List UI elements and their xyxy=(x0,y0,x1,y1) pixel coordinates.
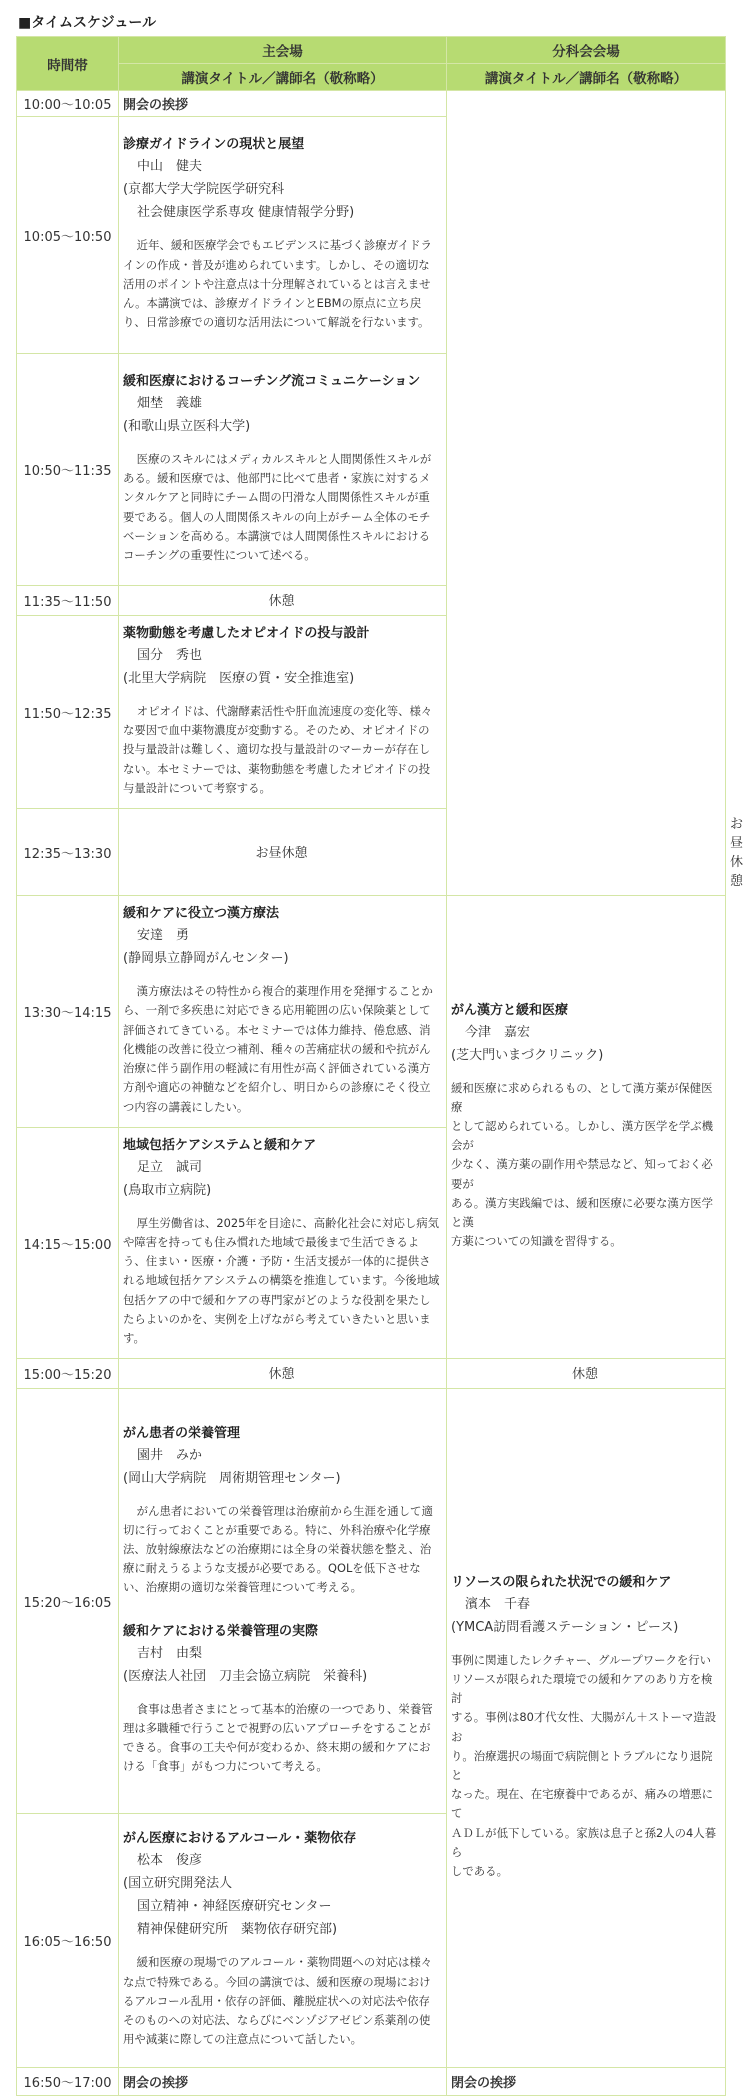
header-main-hall: 主会場 xyxy=(119,37,447,64)
session-7-description: 緩和医療の現場でのアルコール・薬物問題への対応は様々な点で特殊である。今回の講演では、緩和医療の現場におけるアルコール乱用・依存の評価、離脱症状への対応法や依存そのものへの対応法、ならびにベンゾジアゼピン系薬剤の使用や減薬に際しての注意点について話したい。 xyxy=(123,1955,433,2047)
session-7-speaker: 松本 俊彦 xyxy=(137,1853,203,1869)
break-2-sub xyxy=(447,1359,726,1389)
kampo-lecture xyxy=(447,896,726,1359)
header-main-lecture: 講演タイトル／講師名（敬称略） xyxy=(119,64,447,91)
kampo-speaker: 今津 嘉宏 xyxy=(465,1024,531,1040)
row-closing xyxy=(17,2068,726,2096)
break-2-main xyxy=(119,1359,447,1389)
header-row-1 xyxy=(17,37,726,64)
row-session-6 xyxy=(17,1389,726,1814)
session-5 xyxy=(119,1128,447,1359)
kampo-description: 緩和医療に求められるもの、として漢方薬が保健医療 として認められている。しかし、漢方医学を学ぶ機会が 少なく、漢方薬の副作用や禁忌など、知っておく必要が ある。漢方実践編では、緩和医療に必要な漢方医学と漢 方薬についての知識を習得する。 xyxy=(451,1080,713,1249)
closing-sub xyxy=(447,2068,726,2096)
session-7-affiliation-1: (国立研究開発法人 xyxy=(123,1876,233,1892)
session-6b-description: 食事は患者さまにとって基本的治療の一つであり、栄養管理は多職種で行うことで視野の広いアプローチをすることができる。食事の工夫や何が変わるか、終末期の緩和ケアにおける「食事」がもつ力について考える。 xyxy=(123,1701,433,1774)
session-2-description: 医療のスキルにはメディカルスキルと人間関係性スキルがある。緩和医療では、他部門に比べて患者・家族に対するメンタルケアと同時にチーム間の円滑な人間関係性スキルが重要である。個人の人間関係スキルの向上がチーム全体のモチベーションを高める。本講演では人間関係性スキルにおけるコーチングの重要性について述べる。 xyxy=(123,451,432,562)
schedule-table xyxy=(16,36,744,2096)
header-timeband: 時間帯 xyxy=(17,37,119,91)
time-closing: 16:50〜17:00 xyxy=(17,2068,119,2096)
session-7-title: がん医療におけるアルコール・薬物依存 xyxy=(123,1831,357,1847)
session-4-description: 漢方療法はその特性から複合的薬理作用を発揮することから、一剤で多疾患に対応できる応用範囲の広い保険薬として評価されてきている。本セミナーでは体力維持、倦怠感、消化機能の改善に役立つ補剤、種々の苦痛症状の緩和や抗がん治療に伴う副作用の軽減に有用性が高く評価されている漢方方剤や適応の神髄などを紹介し、明日からの診療にそく役立つ内容の講義にしたい。 xyxy=(123,984,433,1114)
resource-lecture xyxy=(447,1389,726,2068)
session-1-description: 近年、緩和医療学会でもエビデンスに基づく診療ガイドラインの作成・普及が進められています。しかし、その適切な活用のポイントや注意点は十分理解されているとは言えません。本講演では、診療ガイドラインとEBMの原点に立ち戻り、日常診療での適切な活用法について解説を行ないます。 xyxy=(123,238,432,330)
session-5-description: 厚生労働省は、2025年を目途に、高齢化社会に対応し病気や障害を持っても住み慣れた地域で最後まで生活できるよう、住まい・医療・介護・予防・生活支援が一体的に提供される地域包括ケアシステムの構築を推進しています。今後地域包括ケアの中で緩和ケアの専門家がどのような役割を果たしたらよいのかを、実例を上げながら考えていきたいと思います。 xyxy=(123,1215,440,1345)
session-6b-affiliation-1: (医療法人社団 刀圭会協立病院 栄養科) xyxy=(123,1668,368,1684)
session-4-title: 緩和ケアに役立つ漢方療法 xyxy=(123,906,280,922)
session-6-affiliation-1: (岡山大学病院 周術期管理センター) xyxy=(123,1470,341,1486)
time-break-1: 11:35〜11:50 xyxy=(17,586,119,616)
header-sub-lecture: 講演タイトル／講師名（敬称略） xyxy=(447,64,726,91)
break-1 xyxy=(119,586,447,616)
time-opening: 10:00〜10:05 xyxy=(17,91,119,117)
closing-main-title: 閉会の挨拶 xyxy=(123,2076,189,2091)
session-7-affiliation-3: 精神保健研究所 薬物依存研究部) xyxy=(137,1922,338,1938)
session-2-title: 緩和医療におけるコーチング流コミュニケーション xyxy=(123,373,421,389)
kampo-affiliation: (芝大門いまづクリニック) xyxy=(451,1047,604,1063)
session-7-affiliation-2: 国立精神・神経医療研究センター xyxy=(137,1899,332,1915)
session-6-title: がん患者の栄養管理 xyxy=(123,1425,241,1441)
session-3-title: 薬物動態を考慮したオピオイドの投与設計 xyxy=(123,625,370,641)
time-session-7: 16:05〜16:50 xyxy=(17,1814,119,2068)
session-1-affiliation-1: (京都大学大学院医学研究科 xyxy=(123,182,285,198)
session-5-speaker: 足立 誠司 xyxy=(137,1159,203,1175)
row-break-2 xyxy=(17,1359,726,1389)
time-session-5: 14:15〜15:00 xyxy=(17,1128,119,1359)
time-lunch: 12:35〜13:30 xyxy=(17,809,119,896)
time-session-1: 10:05〜10:50 xyxy=(17,117,119,354)
session-1-affiliation-2: 社会健康医学系専攻 健康情報学分野) xyxy=(137,205,355,221)
closing-sub-title: 閉会の挨拶 xyxy=(451,2076,517,2091)
time-break-2: 15:00〜15:20 xyxy=(17,1359,119,1389)
session-3 xyxy=(119,616,447,809)
session-1 xyxy=(119,117,447,354)
row-session-4 xyxy=(17,896,726,1128)
session-2 xyxy=(119,354,447,586)
row-opening xyxy=(17,91,726,117)
session-4 xyxy=(119,896,447,1128)
session-4-speaker: 安達 勇 xyxy=(137,928,190,944)
session-6b-title: 緩和ケアにおける栄養管理の実際 xyxy=(123,1623,319,1639)
break-1-label: 休憩 xyxy=(268,594,295,609)
resource-description: 事例に関連したレクチャー、グループワークを行い リソースが限られた環境での緩和ケアのあり方を検討 する。事例は80才代女性、大腸がん＋ストーマ造設お り。治療選択の場面で病院側とトラブルになり退院と なった。現在、在宅療養中であるが、痛みの増悪にて ＡＤＬが低下している。家族は息子と孫2人の4人暮ら しである。 xyxy=(451,1652,717,1879)
session-3-affiliation-1: (北里大学病院 医療の質・安全推進室) xyxy=(123,670,355,686)
lunch-sub-label: お昼休憩 xyxy=(730,817,744,889)
session-1-title: 診療ガイドラインの現状と展望 xyxy=(123,137,305,153)
session-2-speaker: 畑埜 義雄 xyxy=(137,395,203,411)
session-3-description: オピオイドは、代謝酵素活性や肝血流速度の変化等、様々な要因で血中薬物濃度が変動する。そのため、オピオイドの投与量設計は難しく、適切な投与量設計のマーカーが存在しない。本セミナーでは、薬物動態を考慮したオピオイドの投与量設計について考察する。 xyxy=(123,703,433,795)
session-3-speaker: 国分 秀也 xyxy=(137,647,203,663)
section-title: ■タイムスケジュール xyxy=(18,15,157,31)
session-5-title: 地域包括ケアシステムと緩和ケア xyxy=(123,1137,317,1153)
session-2-affiliation-1: (和歌山県立医科大学) xyxy=(123,418,251,434)
kampo-title: がん漢方と緩和医療 xyxy=(451,1002,569,1018)
lunch-main xyxy=(119,809,447,896)
resource-title: リソースの限られた状況での緩和ケア xyxy=(451,1574,672,1590)
resource-affiliation: (YMCA訪問看護ステーション・ピース) xyxy=(451,1619,679,1635)
time-session-6: 15:20〜16:05 xyxy=(17,1389,119,1814)
time-session-3: 11:50〜12:35 xyxy=(17,616,119,809)
header-sub-hall: 分科会会場 xyxy=(447,37,726,64)
session-5-affiliation-1: (鳥取市立病院) xyxy=(123,1182,212,1198)
session-6 xyxy=(119,1389,447,1814)
session-7 xyxy=(119,1814,447,2068)
break-2-sub-label: 休憩 xyxy=(571,1367,598,1382)
opening-title: 開会の挨拶 xyxy=(123,98,189,113)
time-session-4: 13:30〜14:15 xyxy=(17,896,119,1128)
resource-speaker: 濱本 千春 xyxy=(465,1596,531,1612)
opening-cell xyxy=(119,91,447,117)
session-1-speaker: 中山 健夫 xyxy=(137,159,203,175)
time-session-2: 10:50〜11:35 xyxy=(17,354,119,586)
session-6b-speaker: 吉村 由梨 xyxy=(137,1645,203,1661)
header-row-2 xyxy=(17,64,726,91)
break-2-main-label: 休憩 xyxy=(268,1367,295,1382)
closing-main xyxy=(119,2068,447,2096)
session-6-speaker: 園井 みか xyxy=(137,1447,203,1463)
session-6-description: がん患者においての栄養管理は治療前から生涯を通して適切に行っておくことが重要である。特に、外科治療や化学療法、放射線療法などの治療期には全身の栄養状態を整え、治療に耐えうるような支援が必要である。QOLを低下させない、治療期の適切な栄養管理について考える。 xyxy=(123,1503,433,1595)
session-4-affiliation-1: (静岡県立静岡がんセンター) xyxy=(123,951,289,967)
lunch-main-label: お昼休憩 xyxy=(255,845,308,861)
sub-empty-morning xyxy=(447,91,726,896)
